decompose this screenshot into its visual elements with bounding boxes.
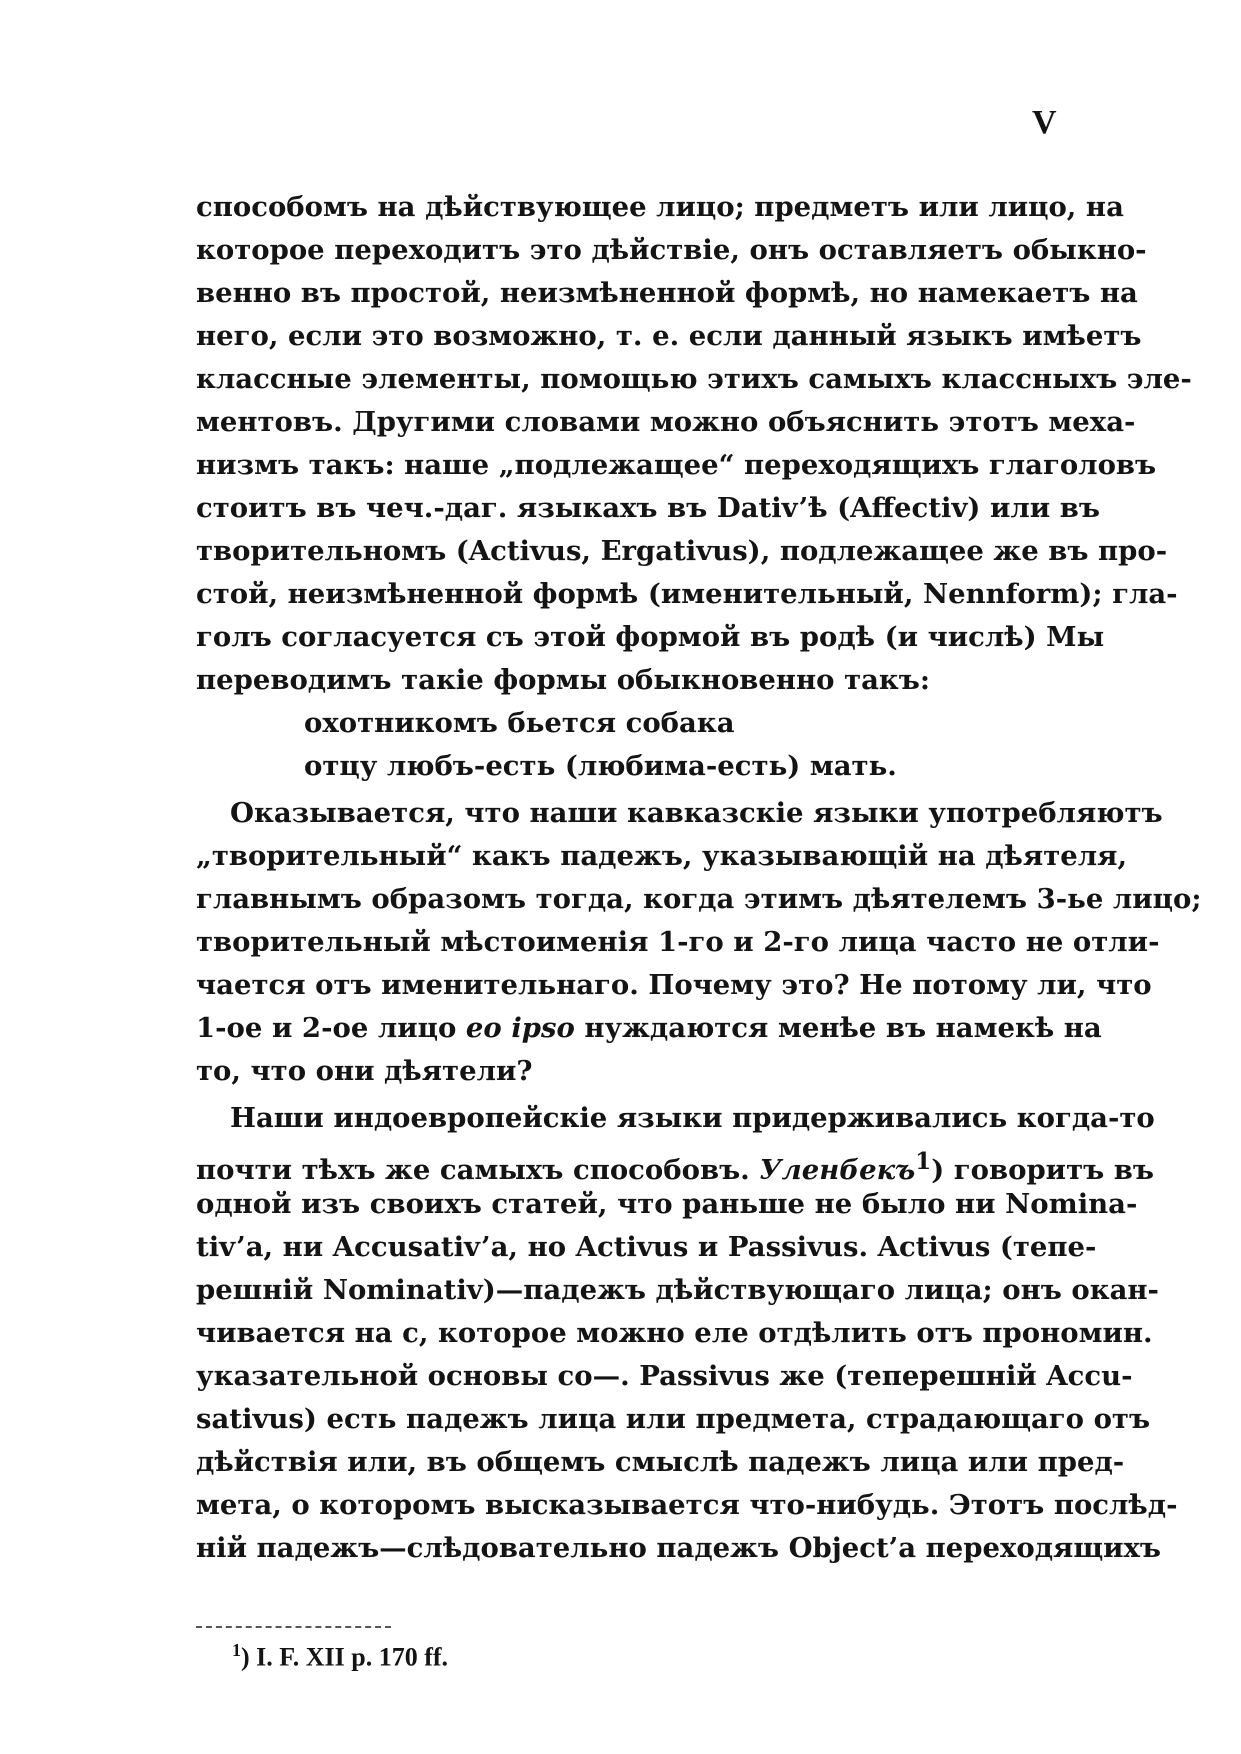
text-line: Оказывается, что наши кавказскіе языки употребляютъ: [230, 797, 1163, 829]
text-line: переводимъ такіе формы обыкновенно такъ:: [196, 664, 931, 696]
text-line: способомъ на дѣйствующее лицо; предметъ или лицо, на: [196, 191, 1124, 223]
example-line: отцу любъ-есть (любима-есть) мать.: [304, 750, 897, 782]
text-line: Наши индоевропейскіе языки придерживались когда-то: [230, 1102, 1155, 1134]
footnote: [232, 1630, 448, 1678]
italic-phrase: eo ipso: [465, 1012, 575, 1044]
text-line: одной изъ своихъ статей, что раньше не было ни Nomina-: [196, 1188, 1138, 1220]
text-line: tiv’a, ни Accusativ’a, но Activus и Passivus. Activus (тепе-: [196, 1231, 1097, 1263]
text-line: то, что они дѣятели?: [196, 1055, 533, 1087]
text-span: ) говоритъ въ: [931, 1154, 1154, 1187]
text-line: решній Nominativ)—падежъ дѣйствующаго лица; онъ окан-: [196, 1274, 1159, 1306]
text-line: венно въ простой, неизмѣненной формѣ, но намекаетъ на: [196, 277, 1138, 309]
text-line: чивается на с, которое можно еле отдѣлить отъ прономин.: [196, 1317, 1153, 1349]
text-line-with-italic: [196, 1140, 1154, 1187]
text-span: почти тѣхъ же самыхъ способовъ.: [196, 1154, 750, 1187]
text-line: стой, неизмѣненной формѣ (именительный, Nennform); гла-: [196, 578, 1178, 610]
text-span: нуждаются менѣе въ намекѣ на: [584, 1012, 1102, 1044]
main-text: [196, 186, 1202, 1570]
text-line: которое переходитъ это дѣйствіе, онъ оставляетъ обыкно-: [196, 234, 1147, 266]
footnote-marker: 1: [232, 1640, 241, 1660]
text-line: „творительный“ какъ падежъ, указывающій на дѣятеля,: [196, 840, 1128, 872]
text-line: главнымъ образомъ тогда, когда этимъ дѣятелемъ 3-ье лицо;: [196, 883, 1202, 915]
author-name-italic: Уленбекъ: [759, 1154, 916, 1187]
example-line: охотникомъ бьется собака: [304, 707, 735, 739]
text-span: 1-ое и 2-ое лицо: [196, 1012, 457, 1044]
footnote-divider: [196, 1626, 391, 1628]
text-line: голъ согласуется съ этой формой въ родѣ (и числѣ) Мы: [196, 621, 1105, 653]
footnote-reference: 1: [915, 1148, 932, 1175]
text-line: него, если это возможно, т. е. если данный языкъ имѣетъ: [196, 320, 1142, 352]
page-number: V: [1032, 104, 1057, 141]
text-line: классные элементы, помощью этихъ самыхъ классныхъ эле-: [196, 363, 1192, 395]
text-line: творительномъ (Activus, Ergativus), подлежащее же въ про-: [196, 535, 1168, 567]
text-line: sativus) есть падежъ лица или предмета, страдающаго отъ: [196, 1403, 1151, 1435]
text-line: творительный мѣстоименія 1-го и 2-го лица часто не отли-: [196, 926, 1160, 958]
text-line: стоитъ въ чеч.-даг. языкахъ въ Dativ’ѣ (Affectiv) или въ: [196, 492, 1100, 524]
text-line: мета, о которомъ высказывается что-нибудь. Этотъ послѣд-: [196, 1489, 1178, 1521]
text-line: дѣйствія или, въ общемъ смыслѣ падежъ лица или пред-: [196, 1446, 1125, 1478]
text-line-with-italic: [196, 1007, 1102, 1050]
text-line: ментовъ. Другими словами можно объяснить этотъ меха-: [196, 406, 1136, 438]
footnote-text: ) I. F. XII p. 170 ff.: [241, 1642, 449, 1672]
text-line: указательной основы со—. Passivus же (теперешній Accu-: [196, 1360, 1133, 1392]
text-line: ній падежъ—слѣдовательно падежъ Object’a переходящихъ: [196, 1532, 1162, 1564]
text-line: чается отъ именительнаго. Почему это? Не потому ли, что: [196, 969, 1152, 1001]
text-line: низмъ такъ: наше „подлежащее“ переходящихъ глаголовъ: [196, 449, 1157, 481]
